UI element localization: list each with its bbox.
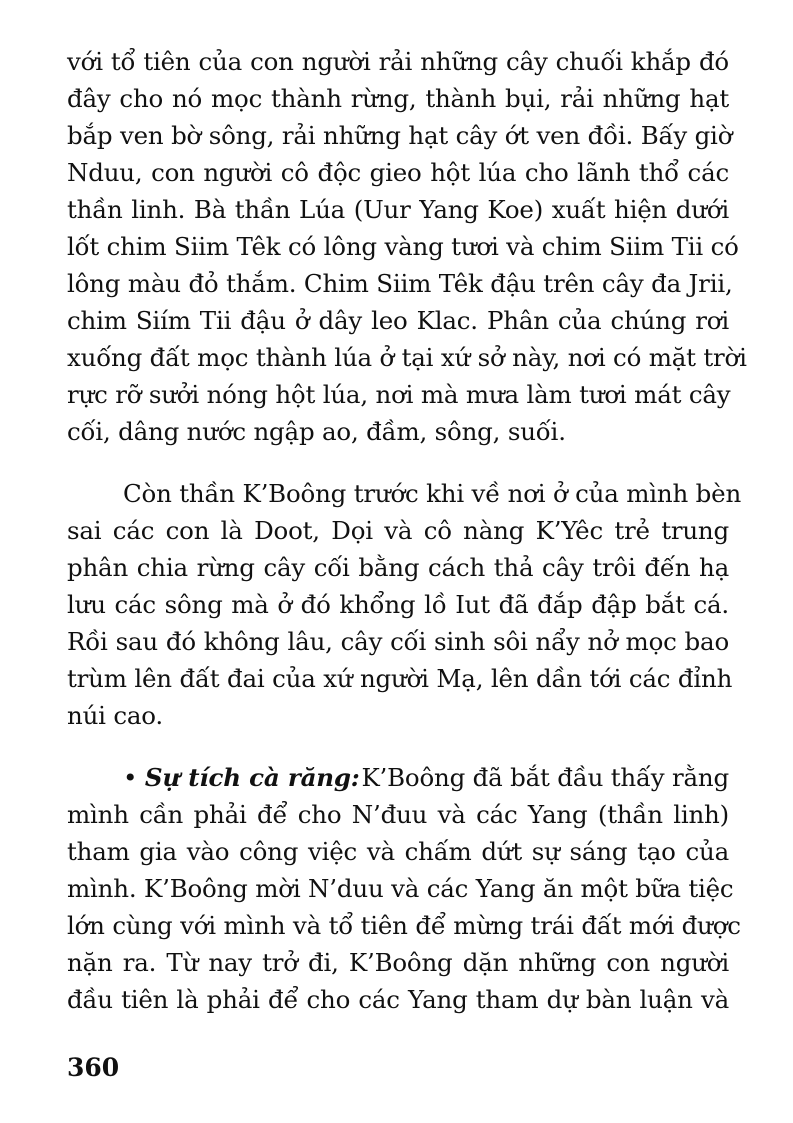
text-line: lông màu đỏ thắm. Chim Siim Têk đậu trên cây đa Jrii,: [67, 269, 733, 298]
text-line: đầu tiên là phải để cho các Yang tham dự bàn luận và: [67, 985, 729, 1014]
bullet-marker: •: [123, 763, 145, 792]
section-heading-text: Sự tích cà răng:: [144, 763, 360, 792]
text-line: Nduu, con người cô độc gieo hột lúa cho lãnh thổ các: [67, 158, 729, 187]
text-line: núi cao.: [67, 701, 164, 730]
section-heading: [123, 760, 360, 796]
text-line: rực rỡ sưởi nóng hột lúa, nơi mà mưa làm tươi mát cây: [67, 380, 731, 409]
text-line: mình cần phải để cho N’đuu và các Yang (thần linh): [67, 800, 729, 829]
text-line: bắp ven bờ sông, rải những hạt cây ớt ven đồi. Bấy giờ: [67, 121, 733, 150]
text-line: lớn cùng với mình và tổ tiên để mừng trái đất mới được: [67, 911, 741, 940]
text-line: Còn thần K’Boông trước khi về nơi ở của mình bèn: [123, 479, 742, 508]
bullet-heading-line: [123, 760, 729, 796]
text-line-rest: K’Boông đã bắt đầu thấy rằng: [361, 763, 729, 792]
text-line: thần linh. Bà thần Lúa (Uur Yang Koe) xuất hiện dưới: [67, 195, 729, 224]
text-line: lưu các sông mà ở đó khổng lồ Iut đã đắp đập bắt cá.: [67, 590, 729, 619]
text-line: đây cho nó mọc thành rừng, thành bụi, rải những hạt: [67, 84, 729, 113]
text-line: chim Siím Tii đậu ở dây leo Klac. Phân của chúng rơi: [67, 306, 729, 335]
text-line: xuống đất mọc thành lúa ở tại xứ sở này, nơi có mặt trời: [67, 343, 747, 372]
text-line: cối, dâng nước ngập ao, đầm, sông, suối.: [67, 417, 566, 446]
text-line: mình. K’Boông mời N’duu và các Yang ăn một bữa tiệc: [67, 874, 734, 903]
text-line: lốt chim Siim Têk có lông vàng tươi và chim Siim Tii có: [67, 232, 739, 261]
text-line: phân chia rừng cây cối bằng cách thả cây trôi đến hạ: [67, 553, 729, 582]
page-number: 360: [67, 1053, 120, 1082]
text-line: nặn ra. Từ nay trở đi, K’Boông dặn những con người: [67, 948, 729, 977]
text-line: Rồi sau đó không lâu, cây cối sinh sôi nẩy nở mọc bao: [67, 627, 729, 656]
text-line: tham gia vào công việc và chấm dứt sự sáng tạo của: [67, 837, 729, 866]
text-line: sai các con là Doot, Dọi và cô nàng K’Yêc trẻ trung: [67, 516, 729, 545]
text-line: trùm lên đất đai của xứ người Mạ, lên dần tới các đỉnh: [67, 664, 733, 693]
text-line: với tổ tiên của con người rải những cây chuối khắp đó: [67, 47, 729, 76]
